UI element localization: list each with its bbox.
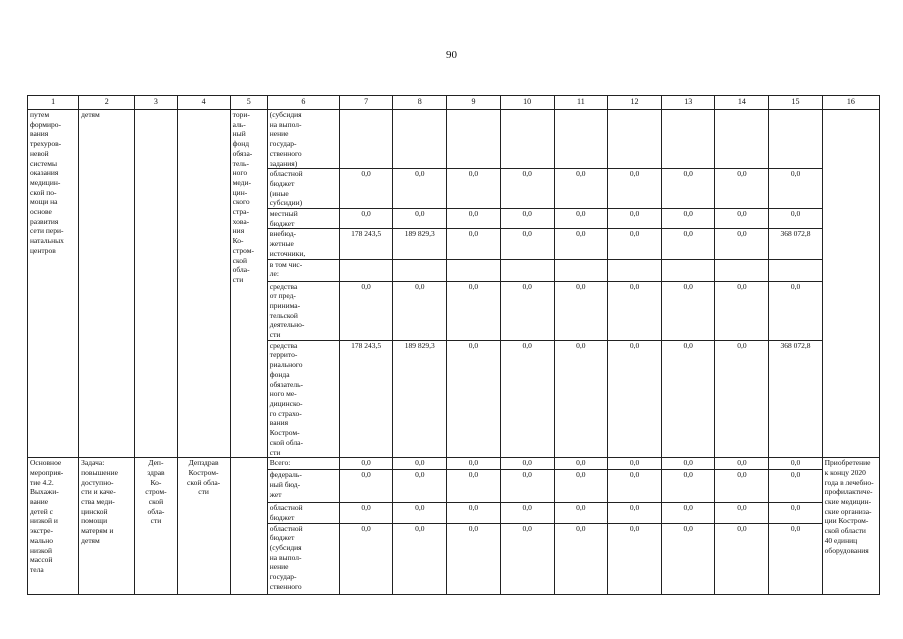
responsible-cell: Деп- здрав Ко- стром- ской обла- сти [135,458,177,594]
participant-cell: тори- аль- ный фонд обяза- тель- ного меди- цин- ского стра- хова- ния Ко- стром- ской обла- сти [230,110,267,458]
value-cell: 0,0 [554,209,607,229]
value-cell: 189 829,3 [393,340,447,457]
value-cell: 0,0 [393,523,447,594]
value-cell [500,259,554,281]
value-cell: 0,0 [393,209,447,229]
value-cell: 0,0 [447,209,500,229]
value-cell [393,110,447,169]
column-header-1: 1 [28,96,79,110]
value-cell: 0,0 [769,209,822,229]
participant-cell [230,458,267,594]
value-cell [662,259,715,281]
column-header-4: 4 [177,96,230,110]
value-cell: 0,0 [500,503,554,523]
funding-source-cell: местный бюджет [267,209,339,229]
value-cell: 0,0 [500,281,554,340]
funding-source-cell: внебюд- жетные источники, [267,229,339,259]
column-header-12: 12 [607,96,661,110]
funding-source-cell: средства от пред- принима- тельской деятельно- сти [267,281,339,340]
value-cell: 0,0 [715,229,769,259]
value-cell: 0,0 [393,169,447,209]
column-header-6: 6 [267,96,339,110]
header-row [28,96,880,110]
value-cell: 0,0 [447,340,500,457]
value-cell: 0,0 [715,458,769,470]
value-cell: 0,0 [447,281,500,340]
value-cell: 189 829,3 [393,229,447,259]
value-cell: 0,0 [607,229,661,259]
value-cell: 0,0 [554,229,607,259]
value-cell: 0,0 [393,503,447,523]
value-cell: 0,0 [340,169,393,209]
value-cell: 0,0 [340,281,393,340]
value-cell: 0,0 [500,458,554,470]
value-cell: 0,0 [340,503,393,523]
column-header-2: 2 [79,96,135,110]
column-header-9: 9 [447,96,500,110]
funding-source-cell: средства террито- риального фонда обязатель- ного ме- дицинско- го страхо- вания Костром- ской обла- сти [267,340,339,457]
value-cell: 0,0 [715,169,769,209]
value-cell: 0,0 [393,470,447,503]
funding-source-cell: областной бюджет (субсидия на выпол- нение государ- ственного [267,523,339,594]
coexecutor-cell [177,110,230,458]
value-cell: 0,0 [662,458,715,470]
value-cell: 0,0 [715,209,769,229]
value-cell: 0,0 [769,458,822,470]
funding-source-cell: Всего: [267,458,339,470]
table-row [28,458,880,470]
value-cell: 0,0 [447,169,500,209]
value-cell: 0,0 [662,503,715,523]
measure-name-cell: Основное мероприя- тие 4.2. Выхажи- вание детей с низкой и экстре- мально низкой массой тела [28,458,79,594]
value-cell: 0,0 [500,209,554,229]
value-cell: 0,0 [447,470,500,503]
column-header-8: 8 [393,96,447,110]
value-cell: 0,0 [554,503,607,523]
value-cell: 0,0 [715,340,769,457]
value-cell: 0,0 [715,281,769,340]
value-cell: 0,0 [662,229,715,259]
value-cell: 178 243,5 [340,340,393,457]
value-cell: 0,0 [662,209,715,229]
value-cell: 0,0 [554,523,607,594]
value-cell: 0,0 [500,470,554,503]
budget-table [27,95,880,595]
column-header-11: 11 [554,96,607,110]
value-cell: 0,0 [662,523,715,594]
value-cell: 0,0 [769,523,822,594]
value-cell: 0,0 [447,503,500,523]
value-cell: 368 072,8 [769,229,822,259]
value-cell: 0,0 [607,470,661,503]
value-cell [500,110,554,169]
value-cell: 0,0 [662,340,715,457]
value-cell: 0,0 [340,209,393,229]
value-cell: 0,0 [500,229,554,259]
value-cell: 0,0 [447,229,500,259]
value-cell: 0,0 [554,458,607,470]
column-header-15: 15 [769,96,822,110]
value-cell: 0,0 [769,470,822,503]
value-cell: 0,0 [447,458,500,470]
value-cell [607,110,661,169]
value-cell: 0,0 [447,523,500,594]
value-cell: 0,0 [769,169,822,209]
value-cell: 368 072,8 [769,340,822,457]
value-cell [715,110,769,169]
value-cell: 0,0 [340,470,393,503]
value-cell: 0,0 [662,169,715,209]
value-cell [769,110,822,169]
value-cell [769,259,822,281]
value-cell: 0,0 [500,340,554,457]
funding-source-cell: в том чис- ле: [267,259,339,281]
value-cell: 0,0 [607,340,661,457]
value-cell: 0,0 [607,209,661,229]
page-number: 90 [446,49,457,61]
value-cell: 0,0 [393,281,447,340]
column-header-7: 7 [340,96,393,110]
value-cell: 0,0 [607,458,661,470]
value-cell: 0,0 [769,281,822,340]
value-cell: 0,0 [340,523,393,594]
value-cell: 0,0 [662,470,715,503]
funding-source-cell: областной бюджет [267,503,339,523]
funding-source-cell: областной бюджет (иные субсидии) [267,169,339,209]
funding-source-cell: (субсидия на выпол- нение государ- ственного задания) [267,110,339,169]
column-header-5: 5 [230,96,267,110]
result-cell: Приобретение к концу 2020 года в лечебно- профилактиче- ские медицин- ские организа- ции Костром- ской области 40 единиц оборудования [822,458,879,594]
value-cell [447,259,500,281]
table-body [28,96,880,595]
value-cell: 0,0 [554,340,607,457]
column-header-14: 14 [715,96,769,110]
value-cell: 0,0 [340,458,393,470]
value-cell: 0,0 [607,281,661,340]
column-header-16: 16 [822,96,879,110]
value-cell: 0,0 [715,523,769,594]
table-row [28,110,880,169]
value-cell: 0,0 [769,503,822,523]
value-cell [554,110,607,169]
value-cell [447,110,500,169]
value-cell: 0,0 [607,523,661,594]
responsible-cell [135,110,177,458]
task-cell: детям [79,110,135,458]
value-cell: 0,0 [393,458,447,470]
value-cell: 0,0 [554,470,607,503]
value-cell [662,110,715,169]
value-cell: 0,0 [554,281,607,340]
funding-source-cell: федераль- ный бюд- жет [267,470,339,503]
value-cell [393,259,447,281]
value-cell: 0,0 [500,523,554,594]
column-header-10: 10 [500,96,554,110]
value-cell: 0,0 [662,281,715,340]
value-cell [715,259,769,281]
value-cell: 0,0 [715,503,769,523]
value-cell [554,259,607,281]
value-cell: 0,0 [607,503,661,523]
value-cell: 0,0 [607,169,661,209]
column-header-13: 13 [662,96,715,110]
value-cell [340,259,393,281]
result-cell [822,110,879,458]
value-cell: 178 243,5 [340,229,393,259]
value-cell [340,110,393,169]
task-cell: Задача: повышение доступно- сти и каче- ства меди- цинской помощи матерям и детям [79,458,135,594]
measure-name-cell: путем формиро- вания трехуров- невой системы оказания медицин- ской по- мощи на основе развития сети пери- натальных центров [28,110,79,458]
column-header-3: 3 [135,96,177,110]
value-cell: 0,0 [500,169,554,209]
value-cell [607,259,661,281]
value-cell: 0,0 [715,470,769,503]
coexecutor-cell: Депздрав Костром- ской обла- сти [177,458,230,594]
value-cell: 0,0 [554,169,607,209]
